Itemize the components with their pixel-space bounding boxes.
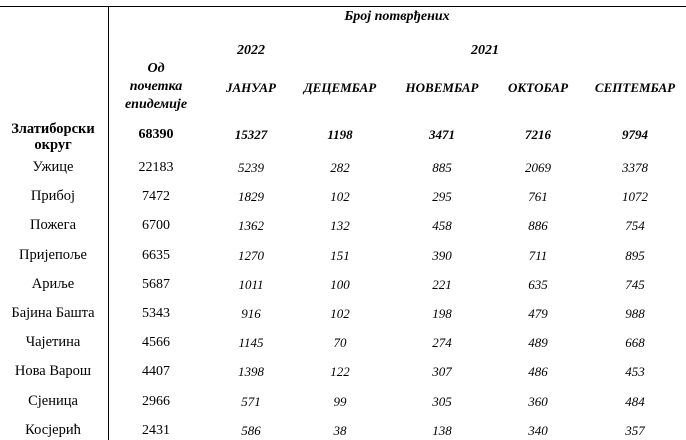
header-month-december: ДЕЦЕМБАР [303, 80, 377, 95]
cell-total: 2966 [142, 394, 170, 409]
year-2022-label: 2022 [237, 43, 265, 58]
cell-december: 99 [333, 394, 347, 409]
column-divider [108, 6, 109, 440]
cell-total: 2431 [142, 423, 170, 438]
cell-november: 390 [432, 248, 452, 263]
cell-january: 586 [241, 423, 261, 438]
cell-october: 635 [528, 277, 548, 292]
district-january: 15327 [234, 127, 268, 142]
row-name: Нова Варош [14, 363, 92, 379]
cell-december: 102 [330, 189, 350, 204]
cell-november: 295 [432, 189, 452, 204]
cell-december: 151 [330, 248, 350, 263]
row-name: Пријепоље [19, 247, 87, 263]
cell-january: 1270 [238, 248, 264, 263]
district-october: 7216 [525, 127, 551, 142]
cell-september: 988 [625, 306, 645, 321]
row-name: Бајина Башта [11, 305, 95, 321]
header-title: Број потврђених [344, 9, 450, 24]
cell-total: 4407 [142, 364, 170, 379]
cell-total: 5343 [142, 306, 170, 321]
cell-october: 340 [528, 423, 548, 438]
cell-november: 885 [432, 160, 452, 175]
cell-november: 458 [432, 218, 452, 233]
header-month-september: СЕПТЕМБАР [594, 80, 676, 95]
cell-total: 4566 [142, 335, 170, 350]
cell-september: 3378 [622, 160, 648, 175]
cell-total: 6635 [142, 248, 170, 263]
cell-december: 102 [330, 306, 350, 321]
district-november: 3471 [429, 127, 455, 142]
district-name-line1: Златиборски [11, 121, 95, 137]
cell-november: 138 [432, 423, 452, 438]
row-name: Ужице [32, 159, 74, 175]
cell-december: 70 [333, 335, 347, 350]
header-since-start-line3: епидемије [124, 97, 188, 112]
district-name [11, 121, 94, 153]
row-name: Чајетина [25, 334, 81, 350]
cell-december: 132 [330, 218, 350, 233]
cell-september: 357 [625, 423, 645, 438]
top-border [0, 6, 686, 7]
row-name: Косјерић [25, 422, 81, 438]
cell-september: 453 [625, 364, 645, 379]
district-december: 1198 [327, 127, 353, 142]
cell-january: 571 [241, 394, 261, 409]
row-name: Ариље [31, 276, 75, 292]
cell-october: 360 [528, 394, 548, 409]
cell-december: 100 [330, 277, 350, 292]
cell-october: 489 [528, 335, 548, 350]
cell-september: 668 [625, 335, 645, 350]
cell-december: 122 [330, 364, 350, 379]
cell-total: 6700 [142, 218, 170, 233]
cell-september: 1072 [622, 189, 648, 204]
cell-december: 38 [333, 423, 347, 438]
header-since-start [125, 60, 187, 114]
cell-september: 754 [625, 218, 645, 233]
cell-september: 745 [625, 277, 645, 292]
row-name: Прибој [30, 188, 76, 204]
cell-september: 895 [625, 248, 645, 263]
header-month-january: ЈАНУАР [226, 80, 276, 95]
district-total: 68390 [138, 127, 174, 142]
cell-january: 1829 [238, 189, 264, 204]
cell-total: 22183 [138, 160, 174, 175]
row-name: Сјеница [28, 393, 78, 409]
cell-december: 282 [330, 160, 350, 175]
cell-january: 1011 [238, 277, 264, 292]
cell-january: 1398 [238, 364, 264, 379]
header-since-start-line2: почетка [129, 79, 183, 94]
cell-november: 274 [432, 335, 452, 350]
cell-november: 198 [432, 306, 452, 321]
cell-total: 7472 [142, 189, 170, 204]
cell-january: 5239 [238, 160, 264, 175]
cell-october: 479 [528, 306, 548, 321]
cell-october: 886 [528, 218, 548, 233]
header-month-november: НОВЕМБАР [405, 80, 479, 95]
cell-september: 484 [625, 394, 645, 409]
header-month-october: ОКТОБАР [507, 80, 569, 95]
cell-total: 5687 [142, 277, 170, 292]
cell-november: 307 [432, 364, 452, 379]
cell-october: 711 [528, 248, 548, 263]
cell-january: 1145 [238, 335, 264, 350]
cell-october: 761 [528, 189, 548, 204]
row-name: Пожега [29, 217, 77, 233]
district-name-line2: округ [34, 137, 72, 153]
district-september: 9794 [622, 127, 648, 142]
year-2021-label: 2021 [471, 43, 499, 58]
cell-october: 2069 [525, 160, 551, 175]
cell-november: 305 [432, 394, 452, 409]
cell-november: 221 [432, 277, 452, 292]
header-since-start-line1: Од [147, 61, 165, 76]
cell-january: 1362 [238, 218, 264, 233]
cell-january: 916 [241, 306, 261, 321]
cell-october: 486 [528, 364, 548, 379]
